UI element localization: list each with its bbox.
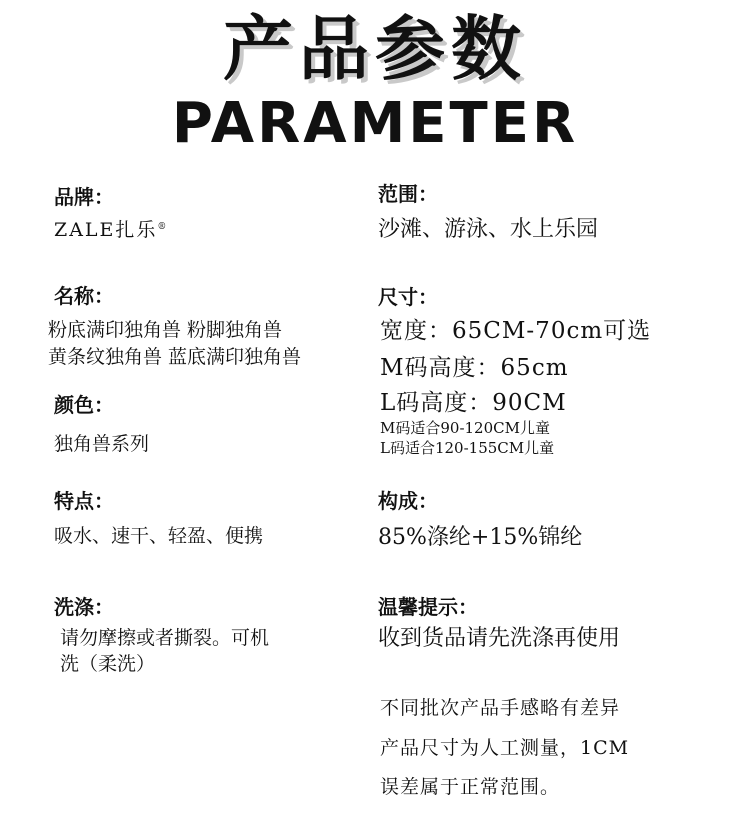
size-m-height: M码高度：65cm — [380, 355, 569, 381]
name-value-line-2: 黄条纹独角兽 蓝底满印独角兽 — [48, 346, 302, 368]
tips-label: 温馨提示： — [378, 595, 478, 619]
page-title-english: PARAMETER — [171, 91, 579, 156]
size-m-fit: M码适合90-120CM儿童 — [380, 419, 550, 437]
washing-label: 洗涤： — [54, 595, 114, 619]
registered-mark: ® — [157, 222, 169, 232]
name-value-line-1: 粉底满印独角兽 粉脚独角兽 — [48, 319, 283, 341]
washing-value-line-1: 请勿摩擦或者撕裂。可机 — [60, 627, 270, 649]
note-line-1: 不同批次产品手感略有差异 — [380, 697, 621, 719]
brand-name: ZALE扎乐 — [54, 219, 158, 241]
brand-label: 品牌： — [54, 185, 114, 209]
features-label: 特点： — [54, 489, 114, 513]
note-line-2: 产品尺寸为人工测量，1CM — [380, 737, 630, 759]
note-line-3: 误差属于正常范围。 — [380, 776, 561, 798]
name-label: 名称： — [54, 284, 114, 308]
brand-value — [54, 218, 168, 243]
range-value: 沙滩、游泳、水上乐园 — [378, 217, 599, 242]
tips-value: 收到货品请先洗涤再使用 — [378, 626, 621, 651]
page-title-chinese: 产品参数 — [223, 8, 527, 90]
color-value: 独角兽系列 — [54, 433, 150, 455]
size-l-fit: L码适合120-155CM儿童 — [380, 439, 555, 457]
color-label: 颜色： — [54, 393, 114, 417]
washing-value-line-2: 洗（柔洗） — [60, 653, 156, 675]
composition-label: 构成： — [378, 489, 438, 513]
features-value: 吸水、速干、轻盈、便携 — [54, 525, 264, 547]
size-width: 宽度：65CM-70cm可选 — [380, 318, 652, 344]
composition-value: 85%涤纶+15%锦纶 — [378, 525, 583, 550]
size-l-height: L码高度：90CM — [380, 390, 567, 416]
range-label: 范围： — [378, 182, 438, 206]
size-label: 尺寸： — [378, 285, 438, 309]
